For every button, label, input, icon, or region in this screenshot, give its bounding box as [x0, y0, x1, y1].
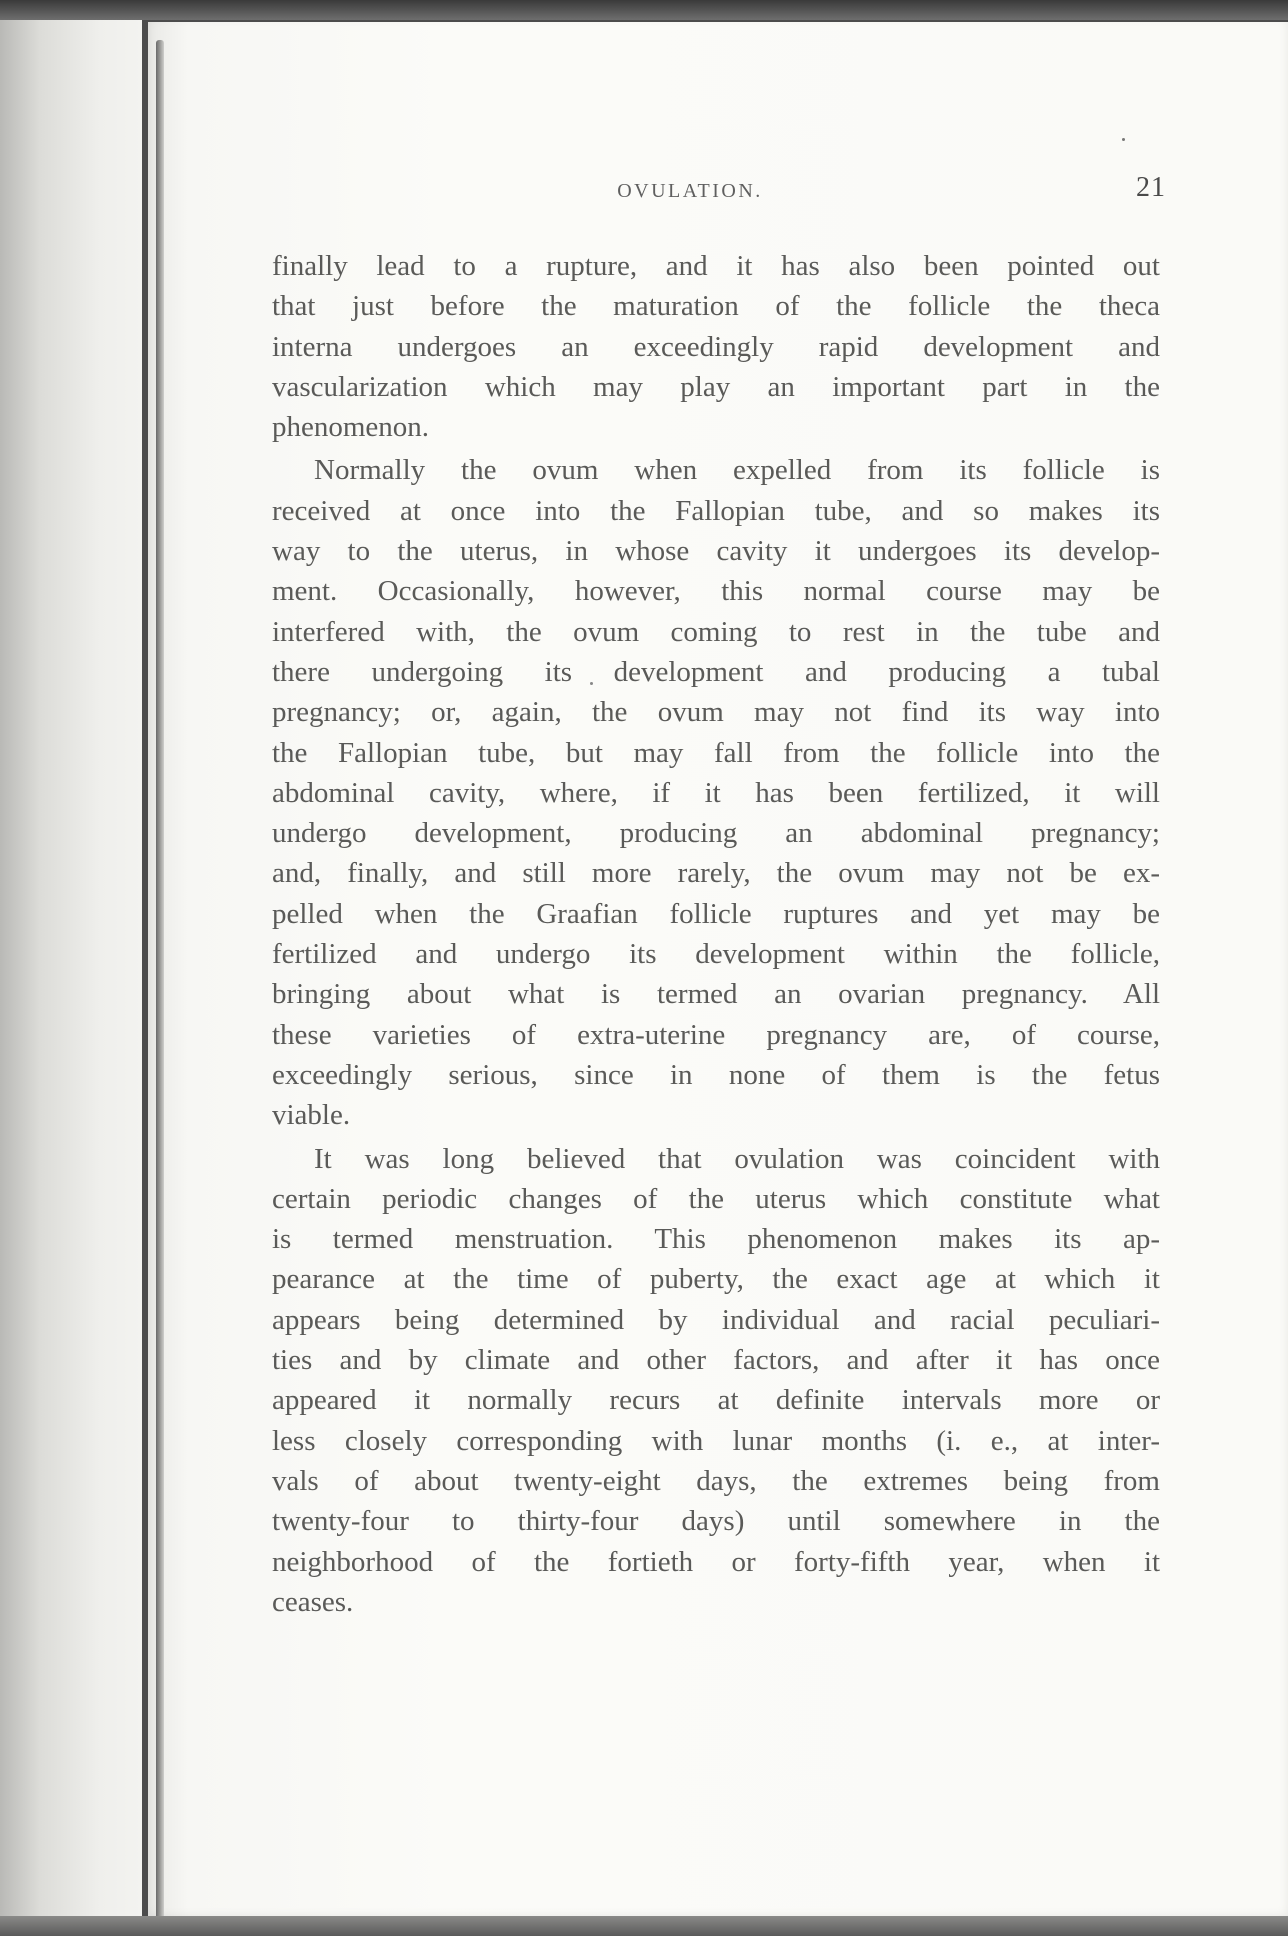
- text-line: bringing about what is termed an ovarian pregnancy. All: [272, 978, 1160, 1011]
- text-line: finally lead to a rupture, and it has also been pointed out: [272, 250, 1160, 282]
- text-line: these varieties of extra-uterine pregnancy are, of course,: [272, 1018, 1160, 1051]
- paragraph: [272, 450, 1160, 1135]
- text-line: ment. Occasionally, however, this normal course may be: [272, 575, 1160, 608]
- paragraph: [272, 1139, 1160, 1623]
- text-line: appears being determined by individual and racial peculiari-: [272, 1303, 1160, 1336]
- text-line: ceases.: [272, 1585, 354, 1618]
- text-line: viable.: [272, 1099, 351, 1132]
- text-line: pregnancy; or, again, the ovum may not find its way into: [272, 696, 1160, 729]
- text-line: twenty-four to thirty-four days) until somewhere in the: [272, 1505, 1160, 1538]
- text-line: certain periodic changes of the uterus which constitute what: [272, 1182, 1160, 1215]
- page-number: 21: [1136, 172, 1166, 203]
- running-head: OVULATION.: [617, 180, 763, 202]
- body-text: [272, 246, 1160, 1625]
- text-line: appeared it normally recurs at definite intervals more or: [272, 1384, 1160, 1417]
- text-line: abdominal cavity, where, if it has been fertilized, it will: [272, 776, 1160, 809]
- text-line: way to the uterus, in whose cavity it undergoes its develop-: [272, 535, 1160, 568]
- text-line: pearance at the time of puberty, the exact age at which it: [272, 1263, 1160, 1296]
- paragraph: [272, 246, 1160, 447]
- text-line: vals of about twenty-eight days, the extremes being from: [272, 1464, 1160, 1497]
- text-line: neighborhood of the fortieth or forty-fifth year, when it: [272, 1545, 1160, 1578]
- text-line: exceedingly serious, since in none of them is the fetus: [272, 1058, 1160, 1091]
- text-line: the Fallopian tube, but may fall from the follicle into the: [272, 736, 1160, 769]
- text-line: less closely corresponding with lunar months (i. e., at inter-: [272, 1424, 1160, 1457]
- text-line: is termed menstruation. This phenomenon makes its ap-: [272, 1223, 1160, 1256]
- text-line: interna undergoes an exceedingly rapid development and: [272, 330, 1160, 363]
- binding-gutter: [156, 40, 164, 1920]
- text-line: undergo development, producing an abdominal pregnancy;: [272, 817, 1160, 850]
- text-line: received at once into the Fallopian tube, and so makes its: [272, 494, 1160, 527]
- text-line: phenomenon.: [272, 411, 430, 444]
- text-line: fertilized and undergo its development within the follicle,: [272, 938, 1160, 971]
- text-line: there undergoing its development and producing a tubal: [272, 655, 1160, 688]
- text-line: interfered with, the ovum coming to rest in the tube and: [272, 615, 1160, 648]
- text-line: pelled when the Graafian follicle ruptures and yet may be: [272, 897, 1160, 930]
- text-line: that just before the maturation of the follicle the theca: [272, 290, 1160, 323]
- facing-page-edge: [0, 20, 142, 1936]
- scan-top-edge: [0, 0, 1288, 20]
- text-line: Normally the ovum when expelled from its follicle is: [314, 454, 1160, 487]
- text-line: and, finally, and still more rarely, the ovum may not be ex-: [272, 857, 1160, 890]
- paper-speck: [1122, 138, 1125, 141]
- scan-bottom-edge: [0, 1916, 1288, 1936]
- text-line: It was long believed that ovulation was coincident with: [314, 1142, 1160, 1175]
- text-line: ties and by climate and other factors, and after it has once: [272, 1344, 1160, 1377]
- text-line: vascularization which may play an important part in the: [272, 370, 1160, 403]
